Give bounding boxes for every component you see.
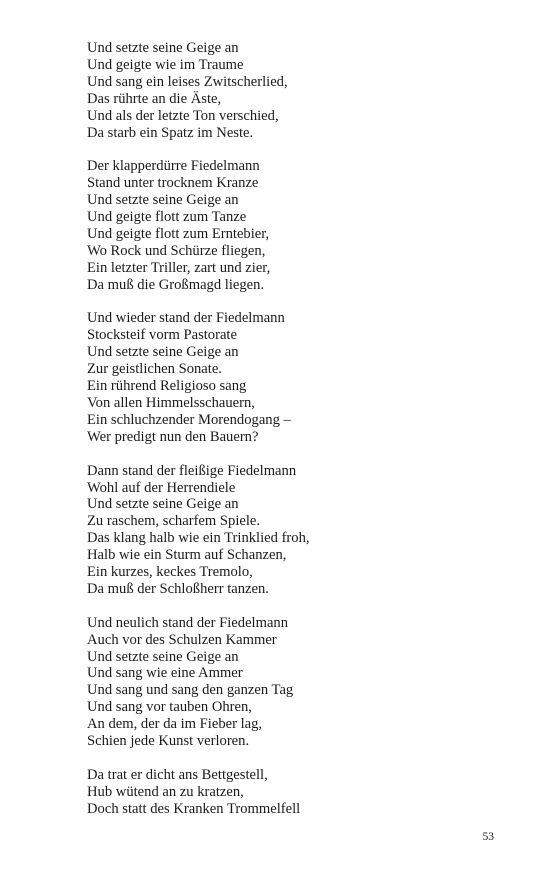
poem-line: Stocksteif vorm Pastorate bbox=[87, 327, 237, 344]
poem-line: Und neulich stand der Fiedelmann bbox=[87, 614, 289, 631]
poem-line: Doch statt des Kranken Trommelfell bbox=[87, 800, 301, 817]
poem-line: Wo Rock und Schürze fliegen, bbox=[87, 242, 266, 259]
poem-line: Da starb ein Spatz im Neste. bbox=[87, 124, 254, 141]
poem-line: Auch vor des Schulzen Kammer bbox=[87, 631, 277, 648]
poem-line: Zu raschem, scharfem Spiele. bbox=[87, 513, 261, 530]
poem-line: Dann stand der fleißige Fiedelmann bbox=[87, 462, 297, 479]
poem-line: Und setzte seine Geige an bbox=[87, 496, 239, 513]
poem-line: Da muß der Schloßherr tanzen. bbox=[87, 580, 269, 597]
stanza-2 bbox=[87, 158, 527, 293]
poem-line: Hub wütend an zu kratzen, bbox=[87, 783, 244, 800]
poem-line: Und sang und sang den ganzen Tag bbox=[87, 682, 294, 699]
poem-line: Und sang ein leises Zwitscherlied, bbox=[87, 73, 288, 90]
poem-line: Ein rührend Religioso sang bbox=[87, 378, 247, 395]
poem-line: Wer predigt nun den Bauern? bbox=[87, 428, 259, 445]
poem-line: Und setzte seine Geige an bbox=[87, 648, 239, 665]
stanza-6 bbox=[87, 767, 527, 818]
poem-line: Ein letzter Triller, zart und zier, bbox=[87, 259, 271, 276]
poem-line: Das klang halb wie ein Trinklied froh, bbox=[87, 530, 310, 547]
poem-line: Und wieder stand der Fiedelmann bbox=[87, 310, 285, 327]
poem-line: Stand unter trocknem Kranze bbox=[87, 175, 259, 192]
poem-line: Der klapperdürre Fiedelmann bbox=[87, 158, 260, 175]
poem-line: Das rührte an die Äste, bbox=[87, 90, 222, 107]
poem-line: Von allen Himmelsschauern, bbox=[87, 395, 255, 411]
poem-line: An dem, der da im Fieber lag, bbox=[87, 716, 263, 733]
poem-line: Und setzte seine Geige an bbox=[87, 192, 239, 209]
poem-line: Wohl auf der Herrendiele bbox=[87, 479, 236, 496]
stanza-3 bbox=[87, 310, 527, 445]
stanza-5 bbox=[87, 615, 527, 750]
page-number: 53 bbox=[482, 831, 494, 843]
stanza-1 bbox=[87, 40, 527, 141]
poem-line: Ein kurzes, keckes Tremolo, bbox=[87, 564, 253, 581]
poem-body bbox=[87, 40, 527, 835]
poem-line: Und setzte seine Geige an bbox=[87, 40, 239, 56]
stanza-4 bbox=[87, 463, 527, 598]
poem-line: Und sang vor tauben Ohren, bbox=[87, 699, 252, 716]
poem-line: Halb wie ein Sturm auf Schanzen, bbox=[87, 547, 287, 564]
poem-line: Da trat er dicht ans Bettgestell, bbox=[87, 766, 268, 783]
poem-line: Ein schluchzender Morendogang – bbox=[87, 411, 291, 428]
poem-line: Und als der letzte Ton verschied, bbox=[87, 107, 279, 124]
poem-line: Schien jede Kunst verloren. bbox=[87, 733, 250, 750]
poem-line: Und geigte flott zum Tanze bbox=[87, 209, 247, 226]
poem-line: Und sang wie eine Ammer bbox=[87, 665, 243, 682]
poem-line: Und setzte seine Geige an bbox=[87, 344, 239, 361]
poem-line: Da muß die Großmagd liegen. bbox=[87, 276, 265, 293]
poem-line: Und geigte wie im Traume bbox=[87, 56, 244, 73]
poem-line: Und geigte flott zum Erntebier, bbox=[87, 225, 270, 242]
poem-line: Zur geistlichen Sonate. bbox=[87, 361, 222, 378]
